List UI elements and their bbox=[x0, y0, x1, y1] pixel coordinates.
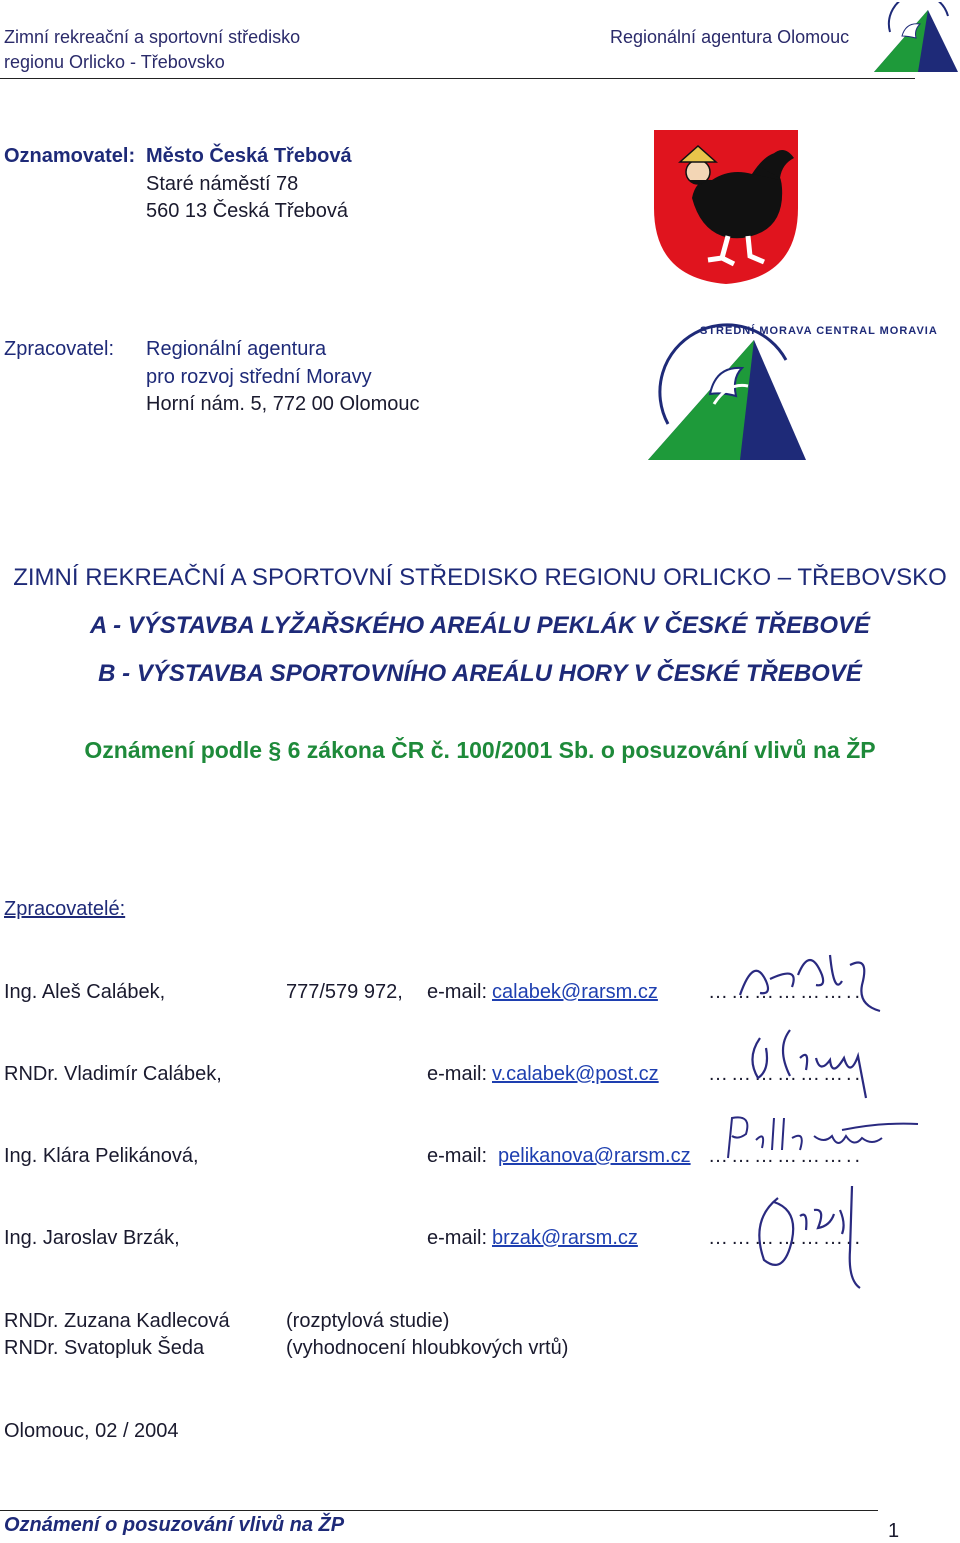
place-date: Olomouc, 02 / 2004 bbox=[4, 1420, 179, 1442]
author-email-label: e-mail: bbox=[427, 1063, 488, 1085]
author-email-label: e-mail: bbox=[427, 981, 488, 1003]
header-title-line2: regionu Orlicko - Třebovsko bbox=[4, 52, 225, 72]
signature-calabek-icon bbox=[730, 935, 890, 1015]
header-logo-icon bbox=[868, 2, 960, 74]
logo-text: STŘEDNÍ MORAVA CENTRAL MORAVIA bbox=[700, 325, 938, 337]
author-email-link[interactable]: pelikanova@rarsm.cz bbox=[498, 1145, 691, 1167]
footer-rule bbox=[0, 1510, 878, 1511]
title-b: B - VÝSTAVBA SPORTOVNÍHO AREÁLU HORY V ČESKÉ TŘEBOVÉ bbox=[98, 660, 862, 687]
announcer-address2: 560 13 Česká Třebová bbox=[146, 200, 348, 222]
signature-dots: ……………….. bbox=[708, 1227, 864, 1249]
author-email-link[interactable]: brzak@rarsm.cz bbox=[492, 1227, 638, 1249]
notice-title: Oznámení podle § 6 zákona ČR č. 100/2001 Sb. o posuzování vlivů na ŽP bbox=[84, 737, 876, 763]
authors-heading: Zpracovatelé: bbox=[4, 898, 126, 920]
announcer-address1: Staré náměstí 78 bbox=[146, 173, 299, 195]
processor-line3: Horní nám. 5, 772 00 Olomouc bbox=[146, 393, 420, 415]
signature-dots: ……………….. bbox=[708, 981, 864, 1003]
header-agency: Regionální agentura Olomouc bbox=[610, 27, 850, 47]
author-phone: 777/579 972, bbox=[286, 981, 403, 1003]
signature-brzak-icon bbox=[748, 1180, 878, 1292]
author-name: Ing. Jaroslav Brzák, bbox=[4, 1227, 180, 1249]
page-number: 1 bbox=[888, 1520, 900, 1542]
processor-label: Zpracovatel: bbox=[4, 338, 115, 360]
footer-title: Oznámení o posuzování vlivů na ŽP bbox=[4, 1514, 345, 1536]
extra-author-role: (vyhodnocení hloubkových vrtů) bbox=[286, 1337, 569, 1359]
announcer-name: Město Česká Třebová bbox=[146, 145, 352, 167]
signature-v-calabek-icon bbox=[740, 1018, 890, 1100]
signature-dots: ……………….. bbox=[708, 1063, 864, 1085]
signature-dots: ……………….. bbox=[708, 1145, 864, 1167]
title-a: A - VÝSTAVBA LYŽAŘSKÉHO AREÁLU PEKLÁK V ČESKÉ TŘEBOVÉ bbox=[89, 612, 871, 639]
central-moravia-logo-icon bbox=[644, 320, 810, 464]
header-rule bbox=[0, 78, 915, 79]
processor-line1: Regionální agentura bbox=[146, 338, 327, 360]
author-email-label: e-mail: bbox=[427, 1145, 488, 1167]
coat-of-arms-icon bbox=[652, 128, 800, 286]
announcer-label: Oznamovatel: bbox=[4, 145, 136, 167]
author-name: Ing. Klára Pelikánová, bbox=[4, 1145, 199, 1167]
signature-pelikanova-icon bbox=[722, 1110, 922, 1166]
author-email-label: e-mail: bbox=[427, 1227, 488, 1249]
main-title: ZIMNÍ REKREAČNÍ A SPORTOVNÍ STŘEDISKO REGIONU ORLICKO – TŘEBOVSKO bbox=[13, 564, 947, 591]
header-title-line1: Zimní rekreační a sportovní středisko bbox=[4, 27, 301, 47]
author-email-link[interactable]: calabek@rarsm.cz bbox=[492, 981, 658, 1003]
processor-line2: pro rozvoj střední Moravy bbox=[146, 366, 372, 388]
author-name: RNDr. Vladimír Calábek, bbox=[4, 1063, 222, 1085]
extra-author-role: (rozptylová studie) bbox=[286, 1310, 450, 1332]
author-email-link[interactable]: v.calabek@post.cz bbox=[492, 1063, 659, 1085]
extra-author-name: RNDr. Svatopluk Šeda bbox=[4, 1337, 205, 1359]
author-name: Ing. Aleš Calábek, bbox=[4, 981, 166, 1003]
extra-author-name: RNDr. Zuzana Kadlecová bbox=[4, 1310, 230, 1332]
